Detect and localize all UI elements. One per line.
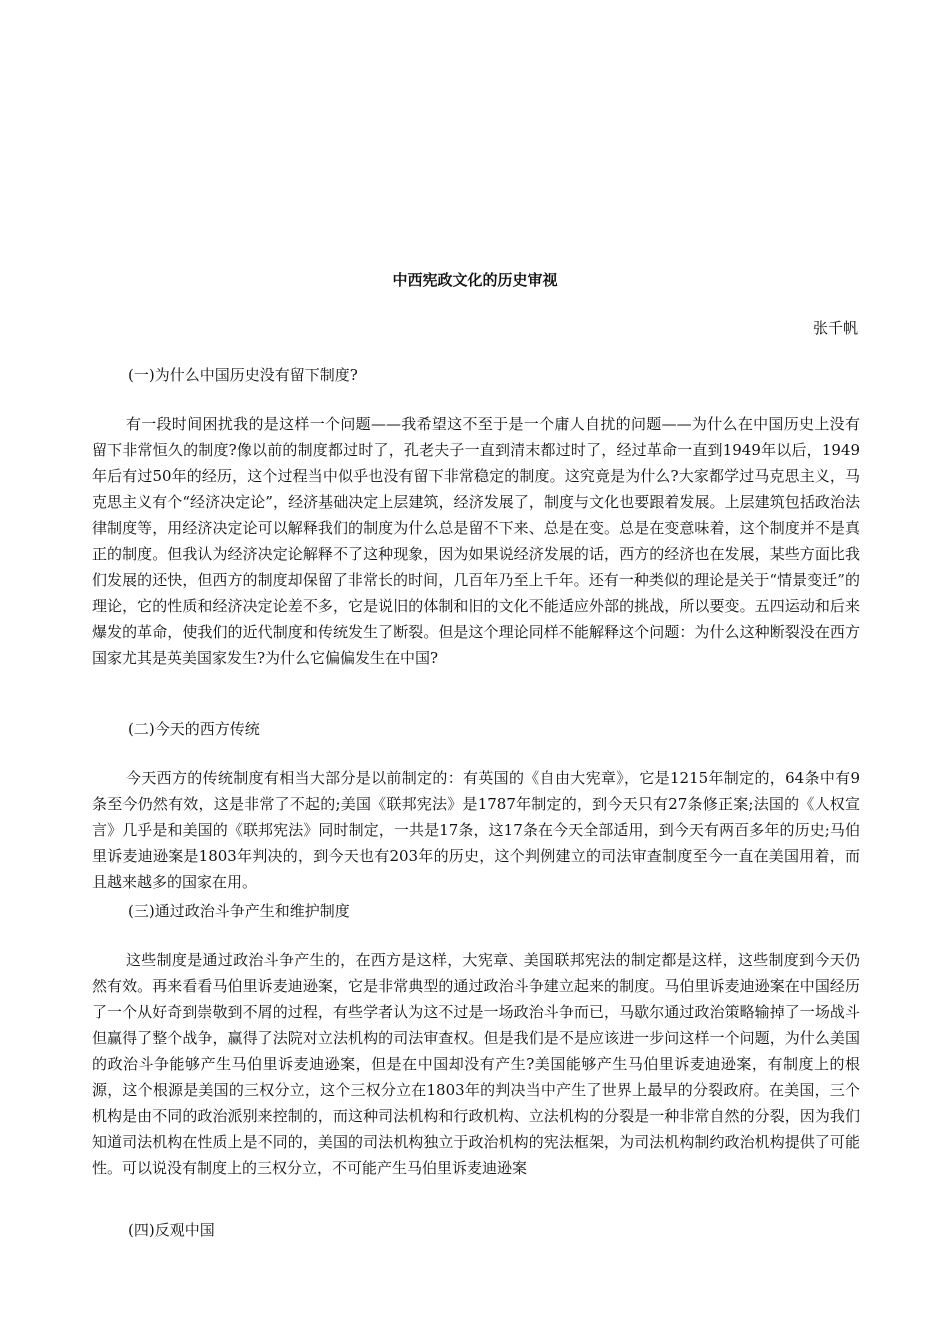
section-heading-1: (一)为什么中国历史没有留下制度? <box>128 366 358 384</box>
section-body-3 <box>92 947 860 1181</box>
section-paragraph-2: 今天西方的传统制度有相当大部分是以前制定的：有英国的《自由大宪章》，它是1215年制定的，64条中有9条至今仍然有效，这是非常了不起的;美国《联邦宪法》是1787年制定的，到今天只有27条修正案;法国的《人权宣言》几乎是和美国的《联邦宪法》同时制定，一共是17条，这17条在今天全部适用，到今天有两百多年的历史;马伯里诉麦迪逊案是1803年判决的，到今天也有203年的历史，这个判例建立的司法审查制度至今一直在美国用着，而且越来越多的国家在用。 <box>92 769 860 891</box>
section-heading-2: (二)今天的西方传统 <box>128 720 260 738</box>
section-heading-4: (四)反观中国 <box>128 1221 215 1239</box>
section-body-1 <box>92 411 860 671</box>
section-body-2 <box>92 765 860 895</box>
document-title: 中西宪政文化的历史审视 <box>392 271 558 289</box>
document-author: 张千帆 <box>812 319 858 337</box>
section-heading-3: (三)通过政治斗争产生和维护制度 <box>128 902 350 920</box>
section-paragraph-3: 这些制度是通过政治斗争产生的，在西方是这样，大宪章、美国联邦宪法的制定都是这样，这些制度到今天仍然有效。再来看看马伯里诉麦迪逊案，它是非常典型的通过政治斗争建立起来的制度。马伯里诉麦迪逊案在中国经历了一个从好奇到崇敬到不屑的过程，有些学者认为这不过是一场政治斗争而已，马歇尔通过政治策略输掉了一场战斗但赢得了整个战争，赢得了法院对立法机构的司法审查权。但是我们是不是应该进一步问这样一个问题，为什么美国的政治斗争能够产生马伯里诉麦迪逊案，但是在中国却没有产生?美国能够产生马伯里诉麦迪逊案，有制度上的根源，这个根源是美国的三权分立，这个三权分立在1803年的判决当中产生了世界上最早的分裂政府。在美国，三个机构是由不同的政治派别来控制的，而这种司法机构和行政机构、立法机构的分裂是一种非常自然的分裂，因为我们知道司法机构在性质上是不同的，美国的司法机构独立于政治机构的宪法框架，为司法机构制约政治机构提供了可能性。可以说没有制度上的三权分立，不可能产生马伯里诉麦迪逊案 <box>92 951 860 1177</box>
section-paragraph-1: 有一段时间困扰我的是这样一个问题——我希望这不至于是一个庸人自扰的问题——为什么在中国历史上没有留下非常恒久的制度?像以前的制度都过时了，孔老夫子一直到清末都过时了，经过革命一直到1949年以后，1949年后有过50年的经历，这个过程当中似乎也没有留下非常稳定的制度。这究竟是为什么?大家都学过马克思主义，马克思主义有个“经济决定论”，经济基础决定上层建筑，经济发展了，制度与文化也要跟着发展。上层建筑包括政治法律制度等，用经济决定论可以解释我们的制度为什么总是留不下来、总是在变。总是在变意味着，这个制度并不是真正的制度。但我认为经济决定论解释不了这种现象，因为如果说经济发展的话，西方的经济也在发展，某些方面比我们发展的还快，但西方的制度却保留了非常长的时间，几百年乃至上千年。还有一种类似的理论是关于“情景变迁”的理论，它的性质和经济决定论差不多，它是说旧的体制和旧的文化不能适应外部的挑战，所以要变。五四运动和后来爆发的革命，使我们的近代制度和传统发生了断裂。但是这个理论同样不能解释这个问题：为什么这种断裂没在西方国家尤其是英美国家发生?为什么它偏偏发生在中国? <box>92 415 860 667</box>
